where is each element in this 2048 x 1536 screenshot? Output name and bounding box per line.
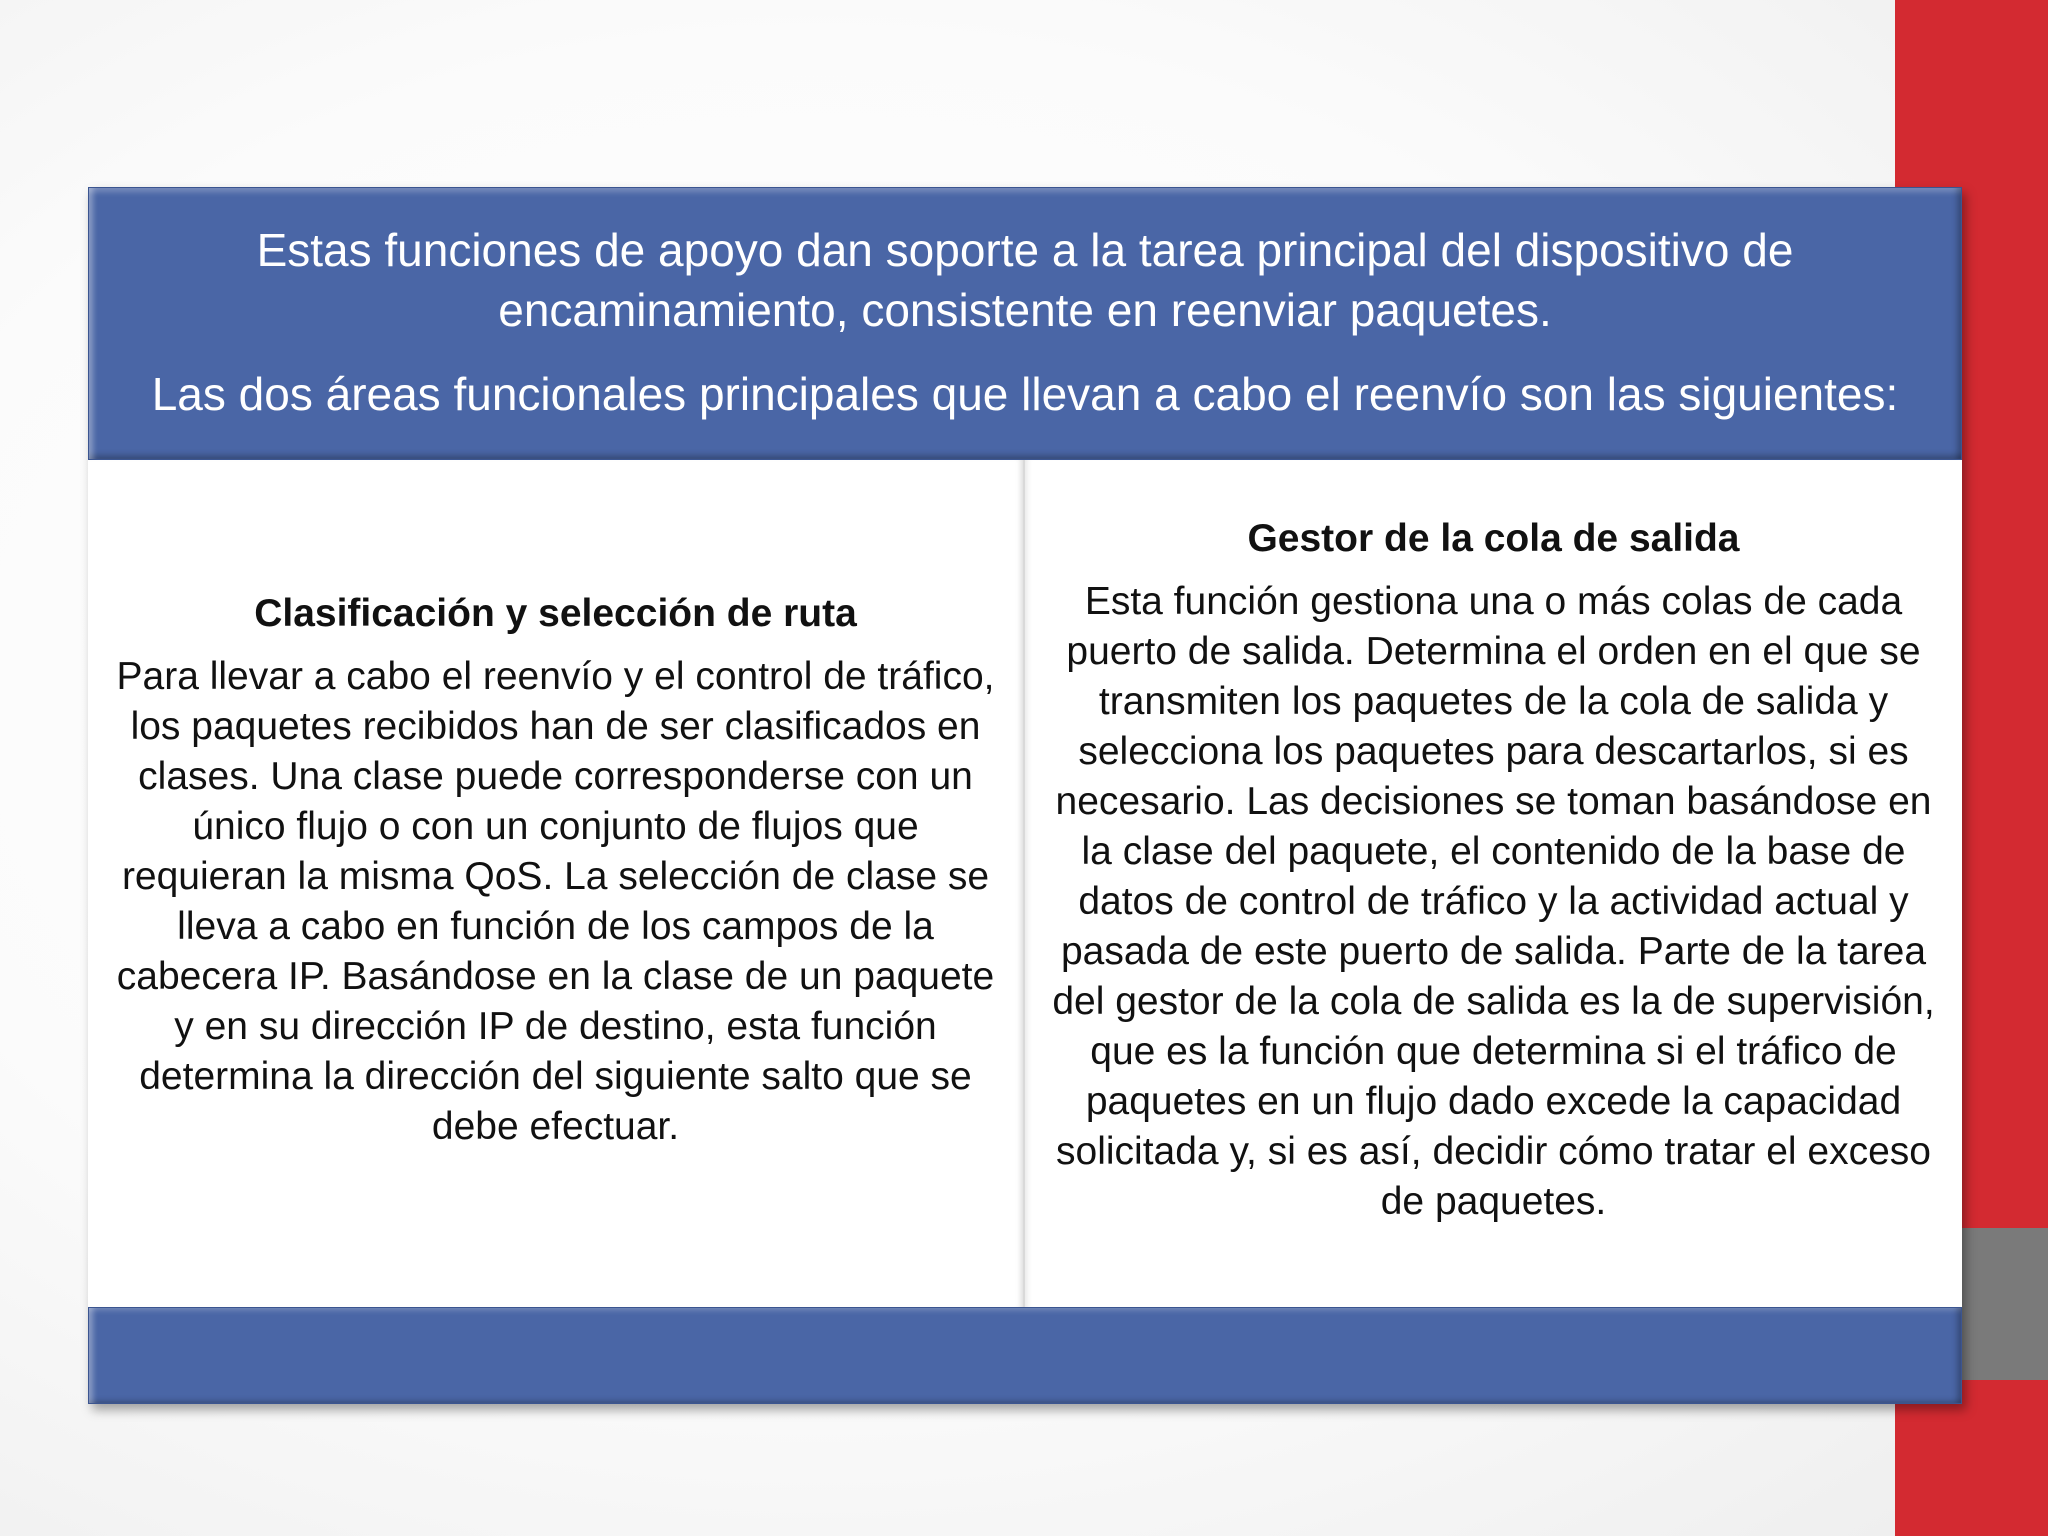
header-intro-text: Estas funciones de apoyo dan soporte a la tarea principal del dispositivo de encaminamiento, consistente en reenviar paquetes. xyxy=(256,224,1794,336)
content-box xyxy=(88,187,1962,1404)
header-banner xyxy=(88,187,1962,460)
left-panel-title: Clasificación y selección de ruta xyxy=(254,591,857,635)
right-panel-body: Esta función gestiona una o más colas de cada puerto de salida. Determina el orden en el que se transmiten los paquetes de la cola de salida y selecciona los paquetes para descartarlos, si es necesario. Las decisiones se toman basándose en la clase del paquete, el contenido de la base de datos de control de tráfico y la actividad actual y pasada de este puerto de salida. Parte de la tarea del gestor de la cola de salida es la de supervisión, que es la función que determina si el tráfico de paquetes en un flujo dado excede la capacidad solicitada y, si es así, decidir cómo tratar el exceso de paquetes. xyxy=(1052,579,1935,1223)
side-accent-gray-block xyxy=(1960,1228,2048,1380)
left-panel-body: Para llevar a cabo el reenvío y el control de tráfico, los paquetes recibidos han de ser clasificados en clases. Una clase puede corresponderse con un único flujo o con un conjunto de flujos que requieran la misma QoS. La selección de clase se lleva a cabo en función de los campos de la cabecera IP. Basándose en la clase de un paquete y en su dirección IP de destino, esta función determina la dirección del siguiente salto que se debe efectuar. xyxy=(116,654,995,1148)
right-panel-title: Gestor de la cola de salida xyxy=(1247,516,1740,560)
right-panel xyxy=(1025,460,1962,1307)
left-panel xyxy=(88,460,1025,1307)
footer-banner xyxy=(88,1307,1962,1404)
header-subtitle-text: Las dos áreas funcionales principales que llevan a cabo el reenvío son las siguientes: xyxy=(151,368,1899,420)
